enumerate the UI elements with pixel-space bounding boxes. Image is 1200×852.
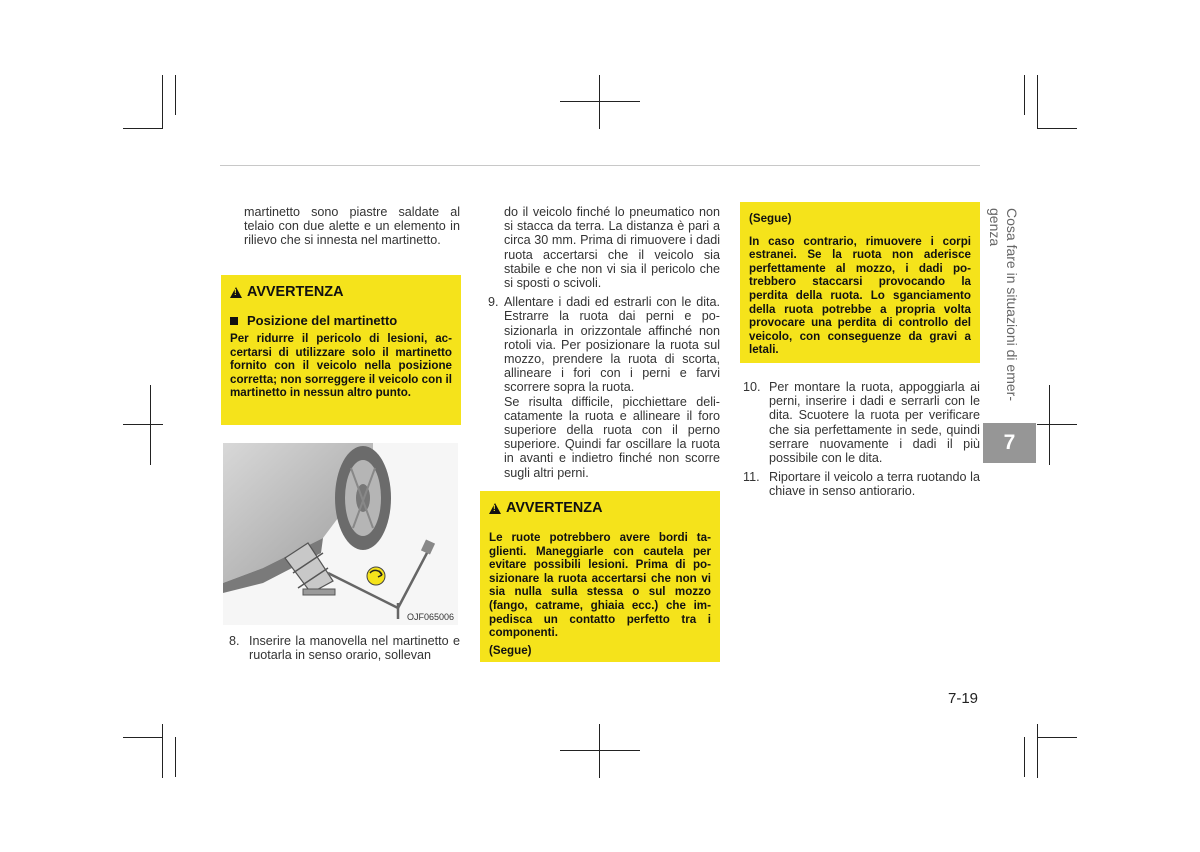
step-number: 11. <box>743 470 760 485</box>
step-number: 9. <box>488 295 499 310</box>
crop-mark <box>599 75 600 129</box>
warning-box-sharp-edges <box>480 491 720 662</box>
header-rule <box>220 165 980 166</box>
figure-code: OJF065006 <box>406 612 454 622</box>
crop-mark <box>123 128 163 129</box>
warning-icon <box>230 287 242 298</box>
crop-mark <box>560 101 640 102</box>
warning-icon <box>489 503 501 514</box>
column-2 <box>488 205 720 480</box>
warning-box-continued <box>740 202 980 363</box>
square-bullet-icon <box>230 317 238 325</box>
warning-body: In caso contrario, rimuovere i corpi estranei. Se la ruota non aderisce perfettamente al mozzo, i dadi potrebbero staccarsi provocando la perdita della ruota. Lo sganciamento della ruota potrebbe a propria volta provocare una perdita di controllo del veicolo, con conseguenze da gravi a letali. <box>749 234 971 357</box>
warning-title: ! AVVERTENZA <box>489 500 711 516</box>
step-8-continued: do il veicolo finché lo pneumatico non si stacca da terra. La distanza è pari a circa 30 mm. Prima di rimuovere i dadi ruota accertarsi che il veicolo sia stabile e che non vi sia il pericolo che si sposti o scivoli. <box>504 205 720 291</box>
column-3 <box>743 380 980 499</box>
crop-mark <box>560 750 640 751</box>
column-1 <box>244 205 460 248</box>
step-9-text-2: Se risulta difficile, picchiettare delicatamente la ruota e allineare il foro superiore della ruota con il perno superiore. Quindi far oscillare la ruota in avanti e indietro finché non scorre sugli altri perni. <box>504 394 720 480</box>
crop-mark <box>162 75 163 129</box>
warning-body: Per ridurre il pericolo di lesioni, accertarsi di utilizzare solo il martinetto fornito con il veicolo nella posizione corretta; non sorreggere il veicolo con il martinetto in nessun altro punto. <box>230 332 452 400</box>
crop-mark <box>162 724 163 778</box>
crop-mark <box>150 385 151 465</box>
step-text: Inserire la manovella nel martinetto e ruotarla in senso orario, sollevan <box>249 634 460 663</box>
crop-mark <box>1049 385 1050 465</box>
crop-mark <box>1037 75 1038 129</box>
warning-body: Le ruote potrebbero avere bordi taglienti. Maneggiarle con cautela per evitare possibili lesioni. Prima di posizionare la ruota accertarsi che non vi sia nulla sulla stessa o sul mozzo (fango, catrame, ghiaia ecc.) che impedisca un contatto perfetto tra i componenti. <box>489 531 711 640</box>
intro-paragraph: martinetto sono piastre saldate al telaio con due alette e un elemento in rilievo che si innesta nel martinetto. <box>244 205 460 248</box>
warning-continued: (Segue) <box>489 643 532 657</box>
step-10-text: Per montare la ruota, appoggiarla ai perni, inserire i dadi e serrarli con le dita. Scuotere la ruota per verificare che sia perfettamente in sede, quindi serrare nuovamente i dadi il più possibile con le dita. <box>769 380 980 466</box>
crop-mark <box>1037 128 1077 129</box>
step-9-text: Allentare i dadi ed estrarli con le dita. Estrarre la ruota dai perni e posizionarla in orizzontale affinché non rotoli via. Per posizionare la ruota sul mozzo, prendere la ruota di scorta, allineare i fori con i perni e farvi scorrere sopra la ruota. <box>504 295 720 395</box>
crop-mark <box>1037 424 1077 425</box>
step-number: 8. <box>229 634 240 648</box>
crop-mark <box>1037 724 1038 778</box>
chapter-tab: 7 <box>983 423 1036 463</box>
page-number: 7-19 <box>948 690 979 707</box>
warning-continued-head: (Segue) <box>749 212 792 225</box>
jack-illustration <box>223 443 458 625</box>
crop-mark <box>175 737 176 777</box>
warning-subtitle: Posizione del martinetto <box>230 313 452 328</box>
chapter-title: Cosa fare in situazioni di emergenza <box>987 208 1020 401</box>
crop-mark <box>599 724 600 778</box>
crop-mark <box>1037 737 1077 738</box>
warning-title: ! AVVERTENZA <box>230 284 452 300</box>
crop-mark <box>1024 75 1025 115</box>
step-8 <box>229 634 460 662</box>
figure-jack-illustration <box>223 443 458 625</box>
crop-mark <box>175 75 176 115</box>
crop-mark <box>123 424 163 425</box>
step-11-text: Riportare il veicolo a terra ruotando la chiave in senso antiorario. <box>769 470 980 499</box>
warning-box-jack-position <box>221 275 461 425</box>
crop-mark <box>1024 737 1025 777</box>
crop-mark <box>123 737 163 738</box>
step-number: 10. <box>743 380 761 394</box>
